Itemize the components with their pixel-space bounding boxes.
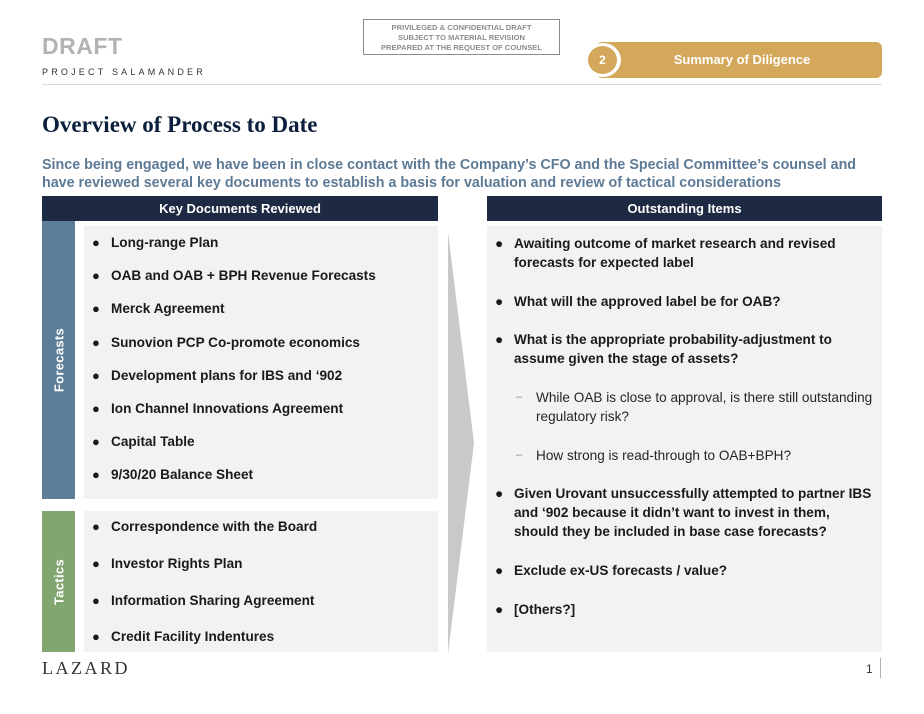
- list-item: [90, 301, 376, 334]
- dash-icon: –: [516, 448, 523, 461]
- page-number-divider: [880, 658, 881, 678]
- bullet-icon: ●: [92, 235, 100, 250]
- tactics-list: [90, 519, 317, 666]
- bullet-icon: ●: [495, 601, 504, 617]
- tactics-tab: [42, 511, 75, 652]
- bullet-icon: ●: [495, 562, 504, 578]
- list-item-text: Development plans for IBS and ‘902: [111, 367, 343, 383]
- bullet-icon: ●: [495, 293, 504, 309]
- list-item-text: OAB and OAB + BPH Revenue Forecasts: [111, 268, 376, 284]
- process-arrow-shape: [448, 232, 474, 654]
- list-item: [90, 434, 376, 467]
- sub-list-item: [493, 389, 878, 427]
- list-item: [90, 235, 376, 268]
- bullet-icon: ●: [92, 467, 100, 483]
- section-title: Summary of Diligence: [673, 52, 811, 67]
- list-item: [90, 467, 376, 500]
- bullet-icon: ●: [92, 555, 100, 571]
- list-item-text: Awaiting outcome of market research and revised forecasts for expected label: [514, 236, 836, 270]
- privileged-line: PRIVILEGED & CONFIDENTIAL DRAFT: [391, 23, 532, 32]
- bullet-icon: ●: [495, 332, 504, 348]
- list-item: [493, 331, 878, 369]
- sub-list-item: [493, 447, 878, 466]
- list-item-text: Long-range Plan: [111, 235, 219, 250]
- company-logo: LAZARD: [42, 658, 130, 678]
- list-item-text: While OAB is close to approval, is there still outstanding regulatory risk?: [536, 389, 873, 424]
- list-item-text: How strong is read-through to OAB+BPH?: [536, 447, 792, 463]
- list-item: [90, 335, 376, 368]
- forecasts-list: [90, 235, 376, 501]
- page-subtitle: Since being engaged, we have been in close contact with the Company’s CFO and the Special Committee’s counsel and have reviewed several key documents to establish a basis for valuation and review of tactical considerations: [42, 157, 857, 191]
- outstanding-items-list: [493, 235, 878, 619]
- bullet-icon: ●: [92, 400, 100, 416]
- list-item: [493, 485, 878, 541]
- list-item-text: Given Urovant unsuccessfully attempted to partner IBS and ‘902 because it didn’t want to invest in them, should they be included in base case forecasts?: [514, 486, 872, 539]
- dash-icon: –: [516, 390, 523, 403]
- page-title: Overview of Process to Date: [42, 112, 318, 137]
- list-item-text: Ion Channel Innovations Agreement: [111, 400, 344, 416]
- list-item-text: [Others?]: [514, 601, 576, 617]
- list-item-text: Information Sharing Agreement: [111, 592, 315, 608]
- chevron-arrow-icon: [448, 232, 476, 654]
- bullet-icon: ●: [92, 592, 100, 608]
- bullet-icon: ●: [92, 519, 100, 534]
- list-item-text: Exclude ex-US forecasts / value?: [514, 562, 728, 578]
- bullet-icon: ●: [495, 236, 504, 251]
- list-item: [90, 401, 376, 434]
- list-item: [493, 601, 878, 620]
- list-item: [90, 556, 317, 593]
- list-item: [493, 562, 878, 581]
- outstanding-items-header: Outstanding Items: [487, 196, 882, 221]
- draft-watermark: DRAFT: [42, 33, 123, 59]
- project-name: PROJECT SALAMANDER: [42, 67, 206, 77]
- list-item-text: What is the appropriate probability-adjustment to assume given the stage of assets?: [514, 332, 832, 367]
- list-item-text: What will the approved label be for OAB?: [514, 293, 781, 309]
- tactics-panel: [84, 511, 438, 652]
- forecasts-label: Forecasts: [51, 327, 66, 393]
- list-item: [90, 368, 376, 401]
- key-documents-header: Key Documents Reviewed: [42, 196, 438, 221]
- list-item: [90, 268, 376, 301]
- bullet-icon: ●: [92, 301, 100, 317]
- section-number: 2: [588, 46, 617, 74]
- list-item-text: Merck Agreement: [111, 301, 225, 317]
- bullet-icon: ●: [92, 268, 100, 284]
- list-item: [90, 519, 317, 556]
- forecasts-tab: [42, 221, 75, 499]
- privileged-notice: [363, 19, 560, 55]
- list-item-text: Credit Facility Indentures: [111, 629, 275, 645]
- outstanding-items-panel: [487, 226, 882, 652]
- list-item-text: Investor Rights Plan: [111, 555, 243, 571]
- forecasts-panel: [84, 226, 438, 499]
- list-item-text: Capital Table: [111, 434, 195, 450]
- list-item-text: Correspondence with the Board: [111, 519, 318, 534]
- header-divider: [42, 84, 882, 85]
- privileged-line: PREPARED AT THE REQUEST OF COUNSEL: [380, 43, 543, 52]
- bullet-icon: ●: [92, 334, 100, 350]
- list-item: [493, 235, 878, 273]
- tactics-label: Tactics: [51, 558, 66, 605]
- bullet-icon: ●: [92, 629, 100, 645]
- list-item: [493, 293, 878, 312]
- page-number: 1: [866, 662, 873, 676]
- bullet-icon: ●: [92, 434, 100, 450]
- bullet-icon: ●: [92, 367, 100, 383]
- bullet-icon: ●: [495, 486, 504, 502]
- list-item: [90, 593, 317, 630]
- privileged-line: SUBJECT TO MATERIAL REVISION: [398, 33, 525, 42]
- list-item-text: 9/30/20 Balance Sheet: [111, 467, 254, 483]
- list-item-text: Sunovion PCP Co-promote economics: [111, 334, 360, 350]
